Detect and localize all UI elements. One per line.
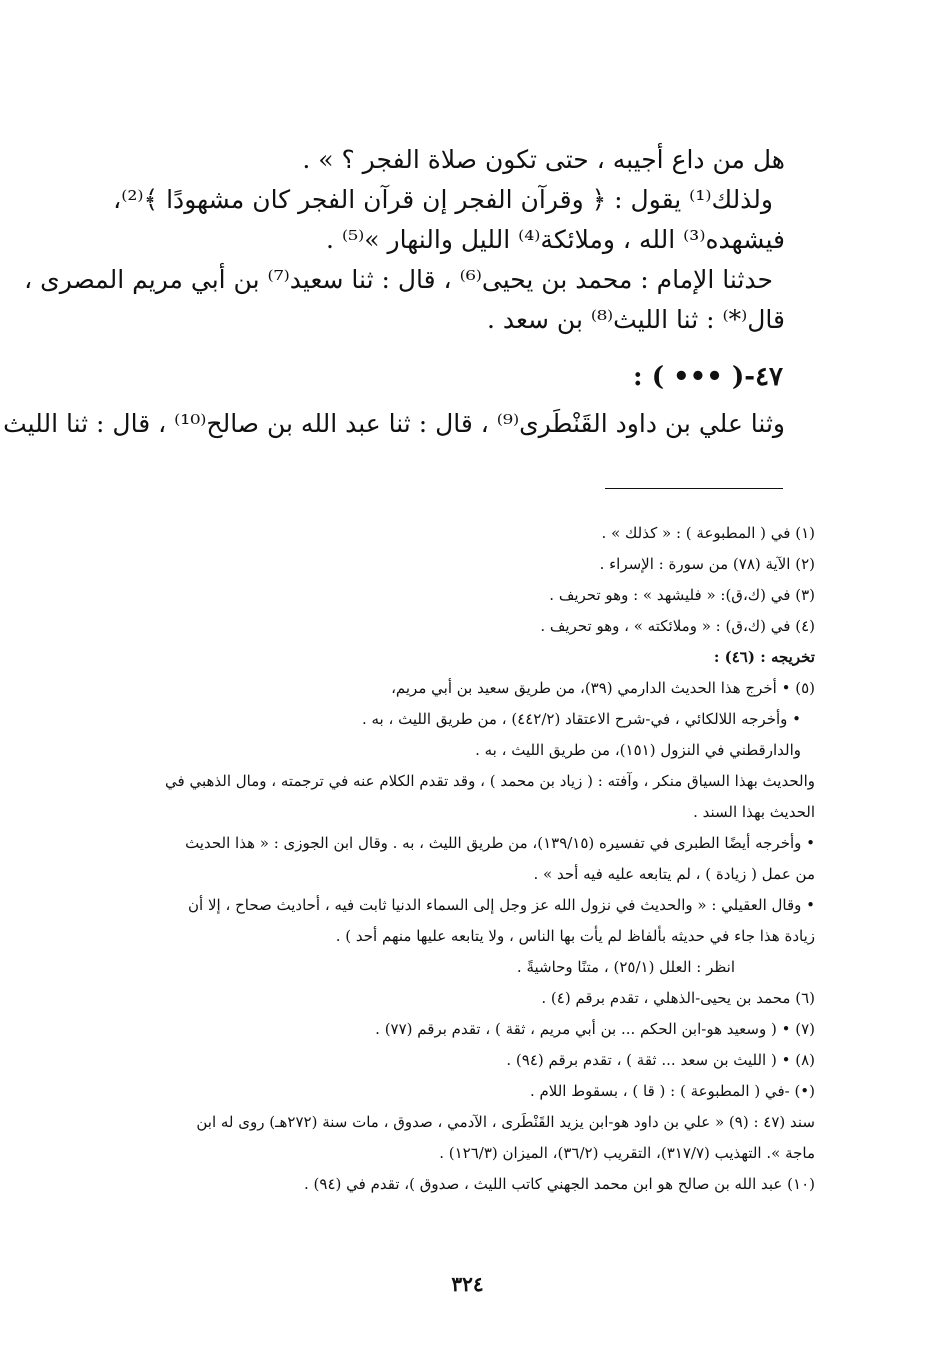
footnote-line: ماجة ». التهذيب (٣١٧/٧)، التقريب (٣٦/٢)، الميزان (١٢٦/٣) . (439, 1144, 815, 1162)
footnote-line: سند (٤٧ : (٩) « علي بن داود هو-ابن يزيد القَنْطَرى ، الآدمي ، صدوق ، مات سنة (٢٧٢هـ) روى له ابن (196, 1113, 815, 1131)
footnote-line: (٣) في (ك،ق): « فليشهد » : وهو تحريف . (549, 586, 815, 604)
main-text-block (24, 140, 785, 340)
footnote-line: (٥) • أخرج هذا الحديث الدارمي (٣٩)، من طريق سعيد بن أبي مريم، (391, 679, 815, 697)
footnote-line: زيادة هذا جاء في حديثه بألفاظ لم يأت بها الناس ، ولا يتابعه عليها منهم أحد ) . (335, 927, 815, 945)
footnote-line: (٨) • ( الليث بن سعد ... ثقة ) ، تقدم برقم (٩٤) . (506, 1051, 815, 1069)
main-text-line: ولذلك⁽¹⁾ يقول : ﴿ وقرآن الفجر إن قرآن الفجر كان مشهودًا ﴾⁽²⁾، (113, 185, 773, 214)
footnotes-block (115, 518, 815, 1200)
main-text-line: حدثنا الإمام : محمد بن يحيى⁽⁶⁾ ، قال : ثنا سعيد⁽⁷⁾ بن أبي مريم المصرى ، (24, 265, 773, 294)
main-text-line: هل من داع أجيبه ، حتى تكون صلاة الفجر ؟ » . (302, 145, 785, 174)
footnote-line: • وأخرجه اللالكائي ، في-شرح الاعتقاد (٤٤٢/٢) ، من طريق الليث ، به . (361, 710, 801, 728)
footnote-line: (٦) محمد بن يحيى-الذهلي ، تقدم برقم (٤) . (541, 989, 815, 1007)
page-number: ٣٢٤ (451, 1272, 484, 1296)
footnote-divider (605, 488, 783, 489)
footnote-line: • وأخرجه أيضًا الطبرى في تفسيره (١٣٩/١٥)، من طريق الليث ، به . وقال ابن الجوزى : « هذا الحديث (185, 834, 815, 852)
footnote-line: (٤) في (ك،ق) : « وملائكته » ، وهو تحريف . (540, 617, 815, 635)
footnote-line: والدارقطني في النزول (١٥١)، من طريق الليث ، به . (475, 741, 801, 759)
footnote-line: (١) في ( المطبوعة ) : « كذلك » . (601, 524, 815, 542)
footnote-line: الحديث بهذا السند . (693, 803, 815, 821)
main-text-continuation (3, 404, 785, 444)
main-text-line: وثنا علي بن داود القَنْطَرى⁽⁹⁾ ، قال : ثنا عبد الله بن صالح⁽¹⁰⁾ ، قال : ثنا الليث (3, 409, 785, 438)
footnote-line: (•) -في ( المطبوعة ) : ( قا ) ، بسقوط اللام . (529, 1082, 815, 1100)
footnote-section-heading: تخريجه : (٤٦) : (713, 648, 815, 666)
footnote-line: والحديث بهذا السياق منكر ، وآفته : ( زياد بن محمد ) ، وقد تقدم الكلام عنه في ترجمته ، ومال الذهبي في (165, 772, 815, 790)
footnote-line: من عمل ( زيادة ) ، لم يتابعه عليه فيه أحد » . (533, 865, 815, 883)
footnote-line: • وقال العقيلي : « والحديث في نزول الله عز وجل إلى السماء الدنيا ثابت فيه ، أحاديث صحاح ، إلا أن (188, 896, 815, 914)
main-text-line: قال⁽*⁾ : ثنا الليث⁽⁸⁾ بن سعد . (486, 305, 785, 334)
main-text-line: فيشهده⁽³⁾ الله ، وملائكة⁽⁴⁾ الليل والنهار »⁽⁵⁾ . (326, 225, 785, 254)
hadith-number-heading: ٤٧-( ••• ) : (633, 362, 783, 392)
footnote-line: انظر : العلل (٢٥/١) ، متنًا وحاشيةً . (516, 958, 735, 976)
footnote-line: (٢) الآية (٧٨) من سورة : الإسراء . (599, 555, 815, 573)
footnote-line: (٧) • ( وسعيد هو-ابن الحكم ... بن أبي مريم ، ثقة ) ، تقدم برقم (٧٧) . (375, 1020, 815, 1038)
footnote-line: (١٠) عبد الله بن صالح هو ابن محمد الجهني كاتب الليث ، صدوق )، تقدم في (٩٤) . (304, 1175, 815, 1193)
